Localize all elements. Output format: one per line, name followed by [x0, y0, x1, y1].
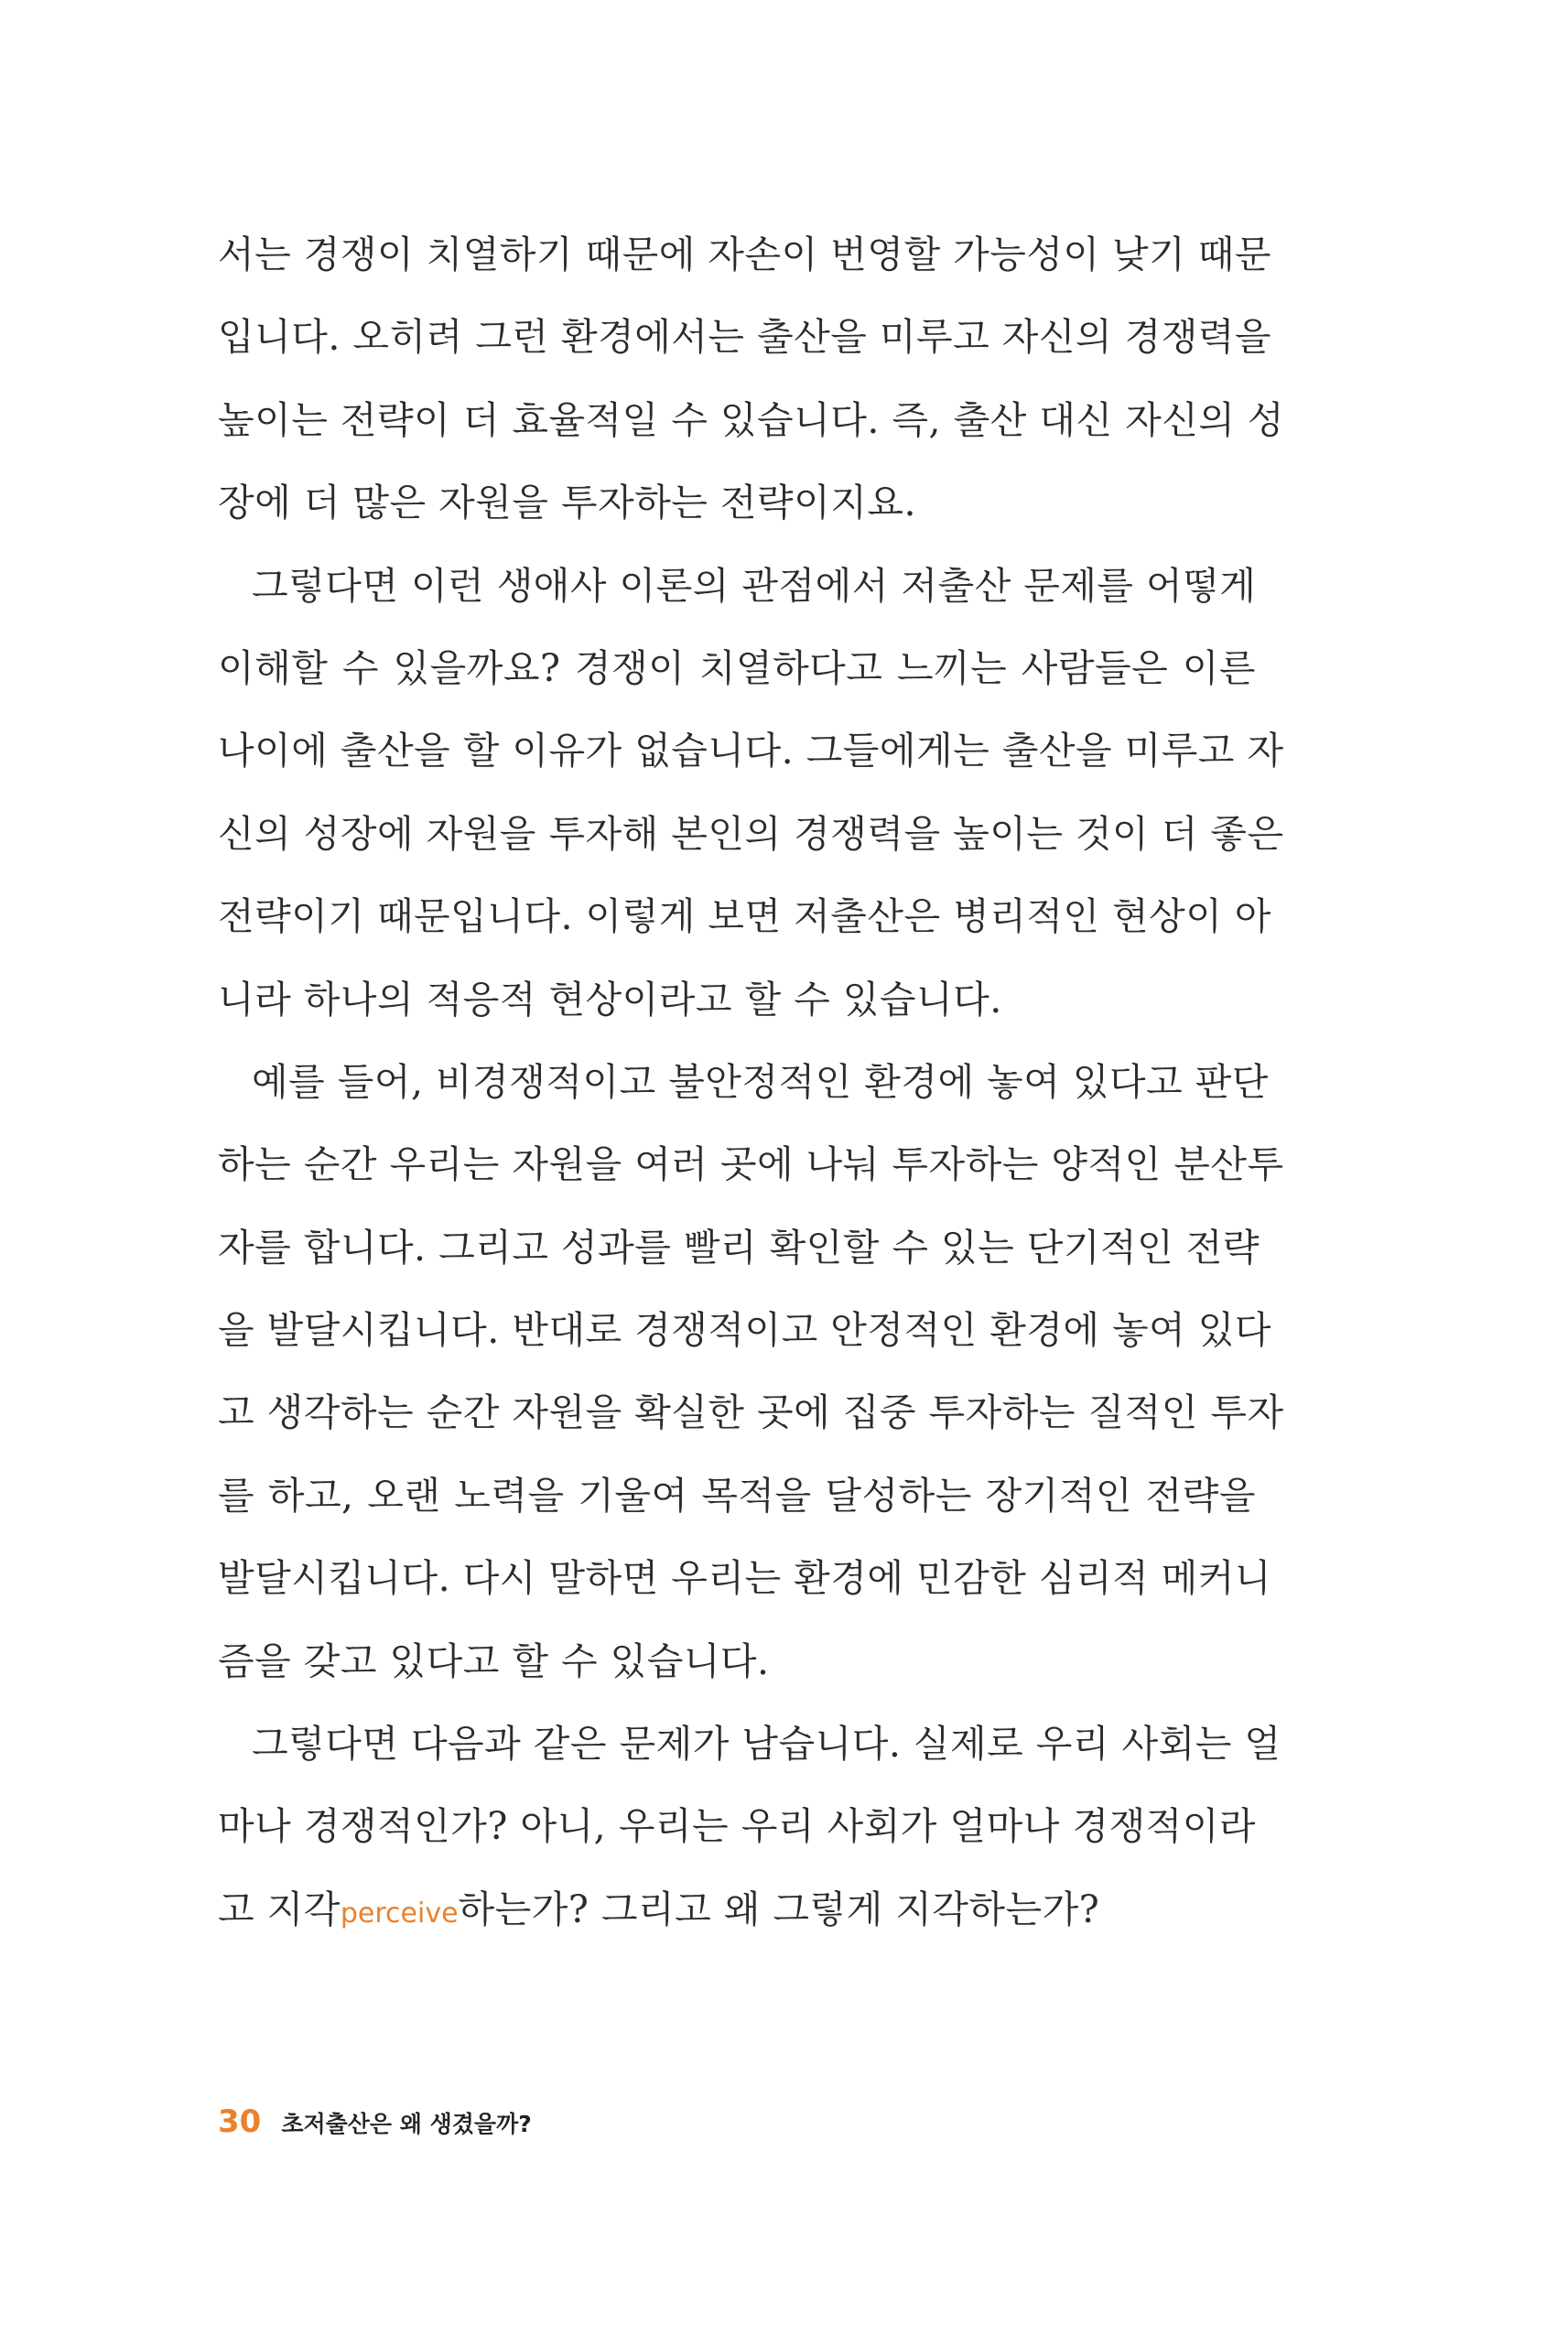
- paragraph-1: [218, 213, 1285, 545]
- text-line: 이해할 수 있을까요? 경쟁이 치열하다고 느끼는 사람들은 이른: [218, 645, 1256, 690]
- text-line: 나이에 출산을 할 이유가 없습니다. 그들에게는 출산을 미루고 자: [218, 729, 1284, 773]
- text-line: 전략이기 때문입니다. 이렇게 보면 저출산은 병리적인 현상이 아: [218, 894, 1272, 939]
- text-segment: 고 지각: [218, 1887, 341, 1931]
- text-line: 예를 들어, 비경쟁적이고 불안정적인 환경에 놓여 있다고 판단: [252, 1059, 1269, 1104]
- text-line: 를 하고, 오랜 노력을 기울여 목적을 달성하는 장기적인 전략을: [218, 1473, 1256, 1518]
- english-term: perceive: [340, 1897, 459, 1930]
- text-line: 장에 더 많은 자원을 투자하는 전략이지요.: [218, 481, 916, 525]
- text-line: 하는 순간 우리는 자원을 여러 곳에 나눠 투자하는 양적인 분산투: [218, 1142, 1284, 1187]
- text-segment: 하는가? 그리고 왜 그렇게 지각하는가?: [458, 1887, 1100, 1931]
- text-line: 서는 경쟁이 치열하기 때문에 자손이 번영할 가능성이 낮기 때문: [218, 232, 1272, 276]
- text-line: 그렇다면 다음과 같은 문제가 남습니다. 실제로 우리 사회는 얼: [252, 1722, 1281, 1767]
- paragraph-2: [218, 545, 1284, 1041]
- text-line: 을 발달시킵니다. 반대로 경쟁적이고 안정적인 환경에 놓여 있다: [218, 1308, 1272, 1353]
- text-line: 니라 하나의 적응적 현상이라고 할 수 있습니다.: [218, 977, 1002, 1022]
- text-line: 즘을 갖고 있다고 할 수 있습니다.: [218, 1638, 770, 1683]
- text-line: 입니다. 오히려 그런 환경에서는 출산을 미루고 자신의 경쟁력을: [218, 315, 1272, 360]
- running-title: 초저출산은 왜 생겼을까?: [281, 2111, 532, 2137]
- text-line: 그렇다면 이런 생애사 이론의 관점에서 저출산 문제를 어떻게: [252, 563, 1257, 608]
- text-line: 고 생각하는 순간 자원을 확실한 곳에 집중 투자하는 질적인 투자: [218, 1390, 1284, 1435]
- text-line: 신의 성장에 자원을 투자해 본인의 경쟁력을 높이는 것이 더 좋은: [218, 811, 1284, 856]
- text-line-with-term: [218, 1868, 1256, 1951]
- paragraph-3: [218, 1041, 1284, 1703]
- page-number: 30: [218, 2103, 262, 2140]
- page-footer: [218, 2103, 532, 2149]
- text-line: 발달시킵니다. 다시 말하면 우리는 환경에 민감한 심리적 메커니: [218, 1556, 1272, 1601]
- body-text: [218, 213, 1285, 1951]
- text-line: 마나 경쟁적인가? 아니, 우리는 우리 사회가 얼마나 경쟁적이라: [218, 1804, 1256, 1849]
- text-line: 자를 합니다. 그리고 성과를 빨리 확인할 수 있는 단기적인 전략: [218, 1225, 1260, 1270]
- paragraph-4: [218, 1703, 1281, 1951]
- text-line: 높이는 전략이 더 효율적일 수 있습니다. 즉, 출산 대신 자신의 성: [218, 397, 1285, 442]
